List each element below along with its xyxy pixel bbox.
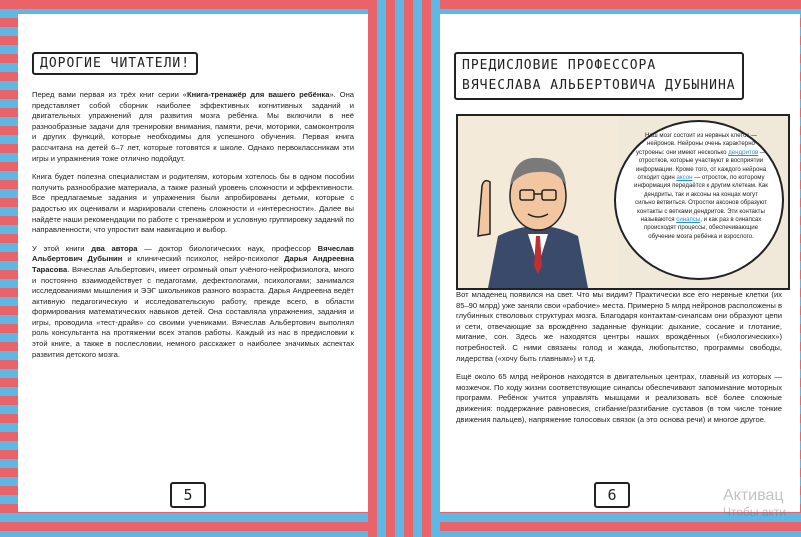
professor-illustration	[458, 116, 618, 288]
title-line-2: ВЯЧЕСЛАВА АЛЬБЕРТОВИЧА ДУБЫНИНА	[462, 78, 736, 93]
comic-illustration	[456, 114, 790, 290]
activation-watermark: Активац Чтобы акти	[723, 487, 787, 519]
left-page	[18, 14, 368, 512]
paragraph-1: Вот младенец появился на свет. Что мы видим? Практически все его нервные клетки (их 85–90 млрд) уже заняли свои «рабочие» места. Примерно 5 млрд нейронов расположены в глубинных стволовых структурах мозга. Благодаря контактам-синапсам они образуют цепи и сети, отвечающие за врождённо заданные функции: дыхание, сосание и глотание, мигание, сон. Здесь же находятся центры наших врождённых («биологических») потребностей. С ними связаны голод и жажда, любопытство, программы свободы, лидерства («хочу быть главным») и т.д.	[456, 290, 782, 363]
left-page-body	[32, 90, 354, 368]
right-page-body	[456, 290, 782, 433]
left-page-title: ДОРОГИЕ ЧИТАТЕЛИ!	[32, 52, 198, 75]
title-line-1: ПРЕДИСЛОВИЕ ПРОФЕССОРА	[462, 58, 657, 73]
paragraph-1: Перед вами первая из трёх книг серии «Книга-тренажёр для вашего ребёнка». Она представляет собой сборник наиболее эффективных когнитивных заданий и двигательных упражнений для развития мозга ребёнка. Мы включили в неё разнообразные задачи для тренировки внимания, памяти, речи, моторики, самоконтроля и других функций, которые необходимы для успешного обучения. Первая книга рассчитана на детей 6–7 лет, которые готовятся к школе. Однако первоклассникам эти игры и упражнения тоже отлично подойдут.	[32, 90, 354, 163]
paragraph-2: Книга будет полезна специалистам и родителям, которым хотелось бы в одном пособии получить разнообразие материала, а также разный уровень сложности и эффективности. Все предлагаемые задания и упражнения были апробированы детьми, которые с радостью их оценивали и маркировали степень сложности и «интересности». Далее вы найдёте наши рекомендации по работе с тренажёром и условную группировку заданий по направленности, что упростит вам навигацию и выбор.	[32, 172, 354, 235]
right-page-title	[454, 52, 744, 100]
term-axon: аксон	[676, 174, 693, 182]
right-page	[440, 14, 800, 512]
speech-bubble: Наш мозг состоит из нервных клеток — нейронов. Нейроны очень характерно устроены: они имеют несколько дендритов — отростков, которые участвуют в восприятии информации. Кроме того, от каждого нейрона отходит один аксон — отросток, по которому информация передаётся к другим клеткам. Как дендриты, так и аксоны на концах могут сильно ветвиться. Отростки аксонов образуют контакты с ветками дендритов. Эти контакты называются синапсы, и как раз в синапсах происходят процессы, обеспечивающие обучение мозга ребёнка и взрослого.	[614, 120, 784, 280]
term-synapses: синапсы	[676, 216, 701, 224]
page-number-left: 5	[170, 482, 206, 508]
paragraph-2: Ещё около 65 млрд нейронов находятся в двигательных центрах, главный из которых — мозжечок. По ходу жизни соответствующие синапсы обеспечивают запоминание моторных программ. Ребёнок учится управлять мышцами и реализовать всё более сложные движения: поддержание равновесия, сгибание/разгибание суставов (в том числе тонкие движения пальцев), напряжение голосовых связок (а это основа речи) и многое другое.	[456, 372, 782, 424]
book-gutter	[368, 0, 440, 537]
page-number-right: 6	[594, 482, 630, 508]
paragraph-3: У этой книги два автора — доктор биологических наук, профессор Вячеслав Альбертович Дубынин и клинический психолог, нейро-психолог Дарья Андреевна Тарасова. Вячеслав Альбертович, имеет огромный опыт учёного-нейрофизиолога, много и постоянно взаимодействует с педагогами, дефектологами, психологами; занимался исследованиями мышления и ЭЭГ школьников разного возраста. Дарья Андреевна ведёт активную педагогическую и исследовательскую работу, прежде всего, в области формирования математических навыков детей. Она составляла упражнения, задания и игры, проводила «тест-драйв» со своими учениками. Вячеслав Альбертович выполнял роль консультанта на протяжении всех этапов работы. Каждый из нас в предисловии к этой книге, а также в послесловии, немного расскажет о наиболее значимых аспектах развития детского мозга.	[32, 243, 354, 359]
term-dendrites: дендритов	[728, 148, 759, 156]
